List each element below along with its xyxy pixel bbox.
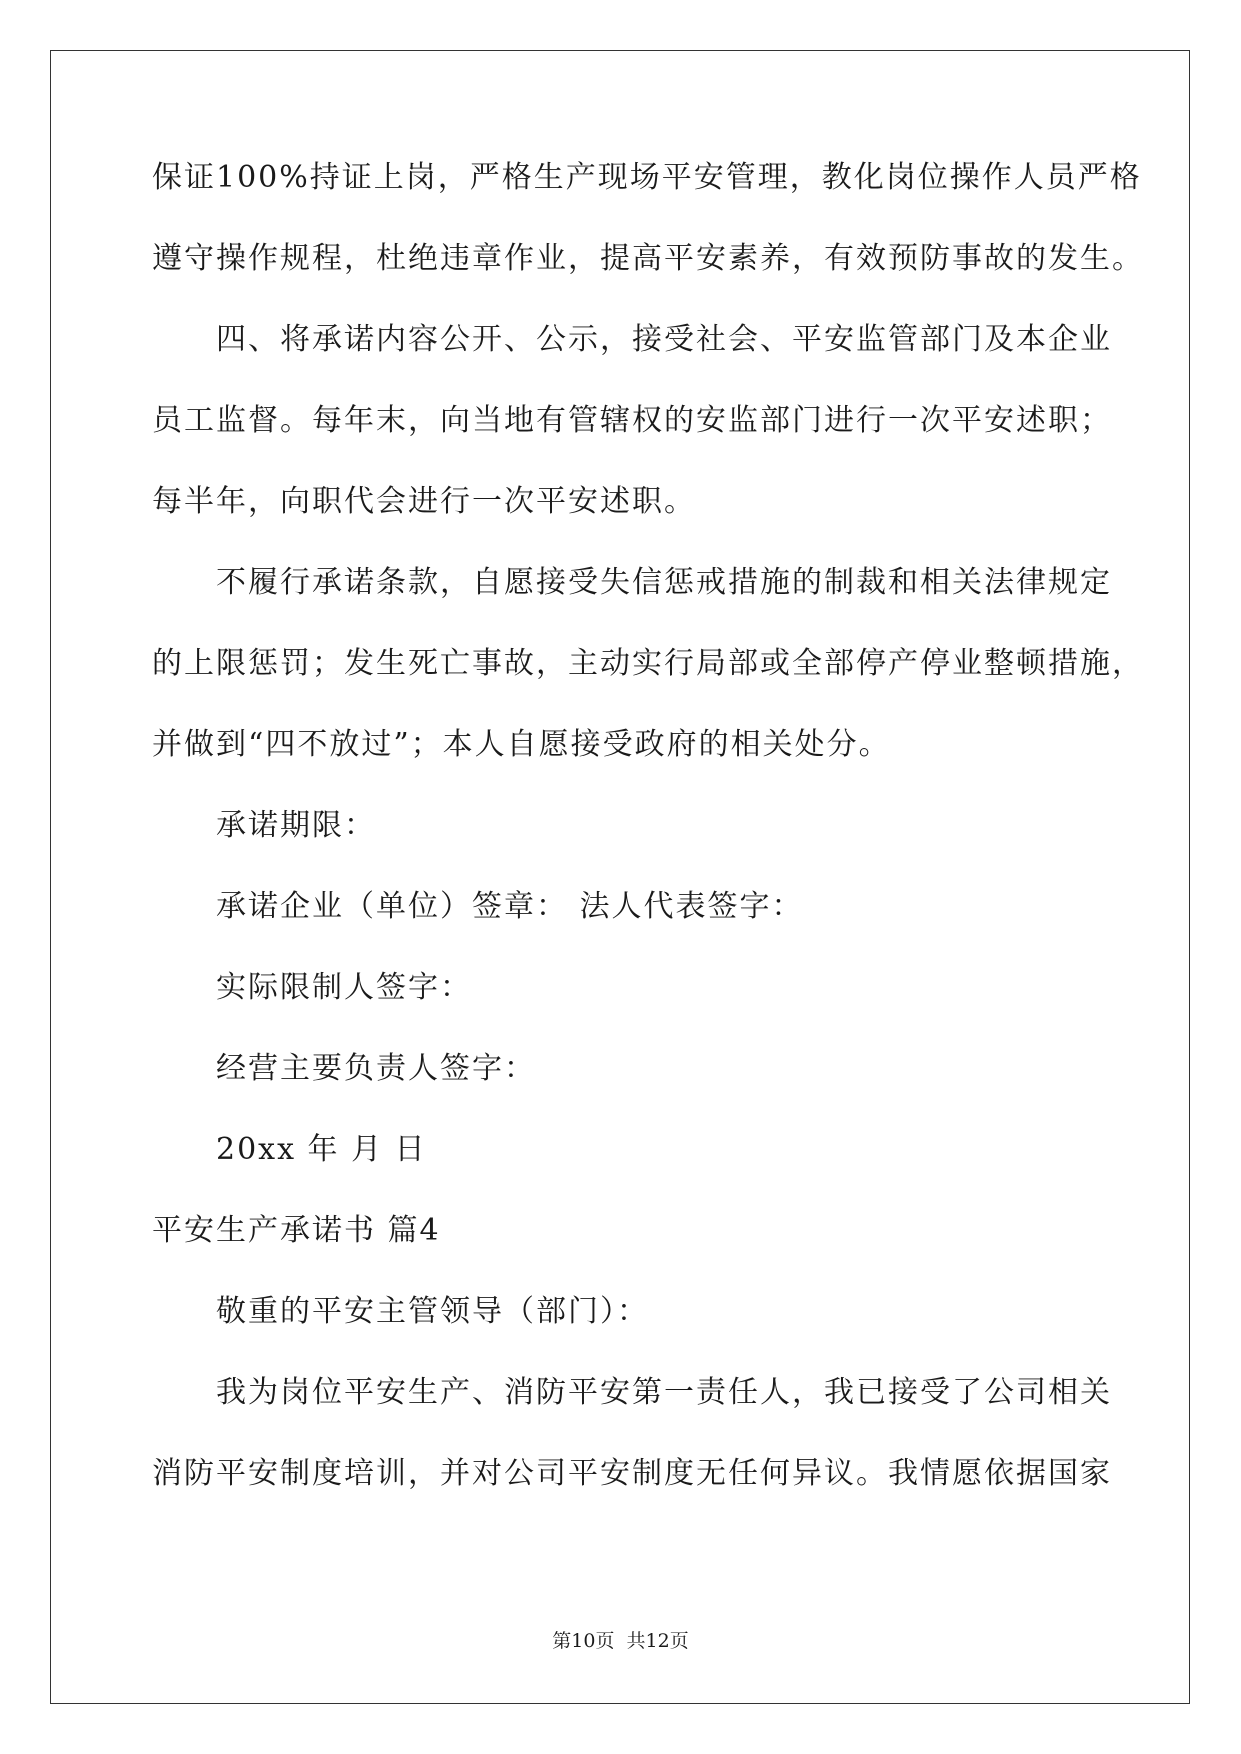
body-line: 四、将承诺内容公开、公示，接受社会、平安监管部门及本企业 — [216, 322, 1112, 357]
signature-line: 实际限制人签字： — [216, 970, 472, 1005]
body-line: 遵守操作规程，杜绝违章作业，提高平安素养，有效预防事故的发生。 — [152, 241, 1144, 276]
section-heading: 平安生产承诺书 篇4 — [152, 1213, 441, 1248]
body-line: 员工监督。每年末，向当地有管辖权的安监部门进行一次平安述职； — [152, 403, 1112, 438]
page-number-current: 第10页 — [552, 1630, 615, 1652]
body-line: 消防平安制度培训，并对公司平安制度无任何异议。我情愿依据国家 — [152, 1456, 1112, 1491]
signature-line: 承诺企业（单位）签章： 法人代表签字： — [216, 889, 804, 924]
salutation: 敬重的平安主管领导（部门）： — [216, 1294, 649, 1329]
body-line: 不履行承诺条款，自愿接受失信惩戒措施的制裁和相关法律规定 — [216, 565, 1112, 600]
date-line: 20xx 年 月 日 — [216, 1132, 427, 1167]
page-number-total: 共12页 — [626, 1630, 689, 1652]
body-line: 并做到“四不放过”；本人自愿接受政府的相关处分。 — [152, 727, 891, 762]
body-line: 我为岗位平安生产、消防平安第一责任人，我已接受了公司相关 — [216, 1375, 1112, 1410]
body-line: 的上限惩罚；发生死亡事故，主动实行局部或全部停产停业整顿措施， — [152, 646, 1144, 681]
body-line: 保证100%持证上岗，严格生产现场平安管理，教化岗位操作人员严格 — [152, 160, 1142, 195]
commitment-period-label: 承诺期限： — [216, 808, 376, 843]
page-footer — [0, 1626, 1241, 1653]
signature-line: 经营主要负责人签字： — [216, 1051, 536, 1086]
body-line: 每半年，向职代会进行一次平安述职。 — [152, 484, 696, 519]
document-body — [152, 160, 1144, 1537]
